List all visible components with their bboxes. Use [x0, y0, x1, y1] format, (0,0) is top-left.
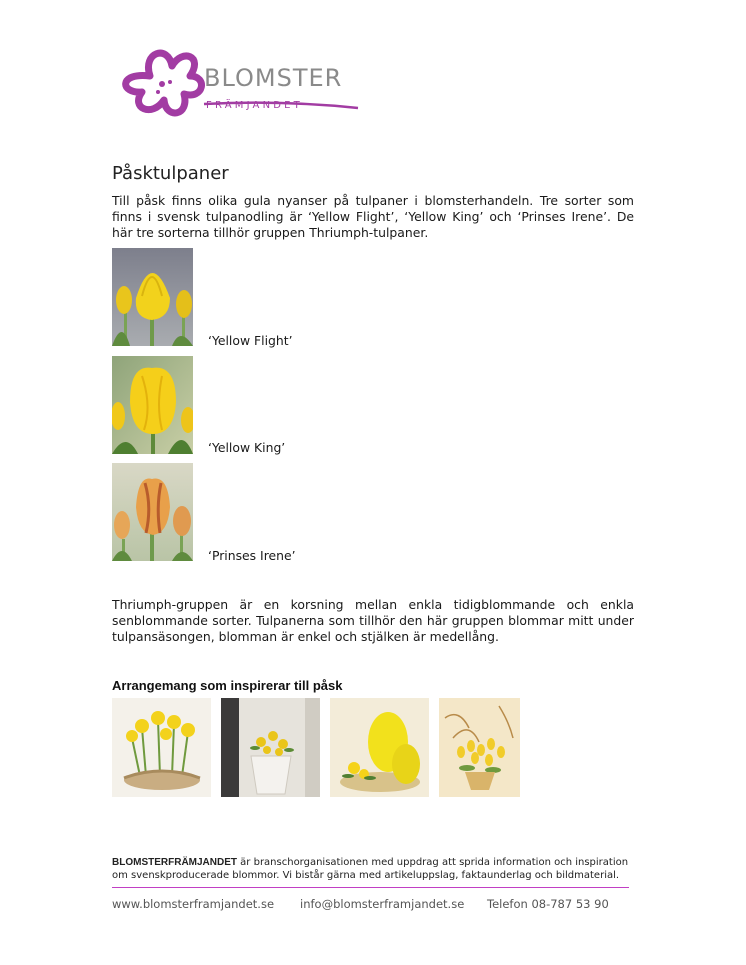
arrangement-photo-tulip-bouquet	[439, 698, 520, 797]
footer-website-link[interactable]: www.blomsterframjandet.se	[112, 897, 275, 911]
footer-phone: Telefon 08-787 53 90	[487, 897, 609, 911]
arrangements-heading: Arrangemang som inspirerar till påsk	[112, 678, 343, 693]
tulip-photo-yellow-king	[112, 356, 193, 454]
tulip-photo-prinses-irene	[112, 463, 193, 561]
arrangement-photo-bouquet-vase	[221, 698, 320, 797]
intro-paragraph: Till påsk finns olika gula nyanser på tulpaner i blomsterhandeln. Tre sorter som finns i svensk tulpanodling är ‘Yellow Flight’, ‘Yellow King’ och ‘Prinses Irene’. De här tre sorterna tillhör gruppen Thriumph-tulpaner.	[112, 193, 634, 240]
logo-name: BLOMSTER	[204, 64, 343, 92]
tulip-photo-yellow-flight	[112, 248, 193, 346]
footer-org: BLOMSTERFRÄMJANDET	[112, 857, 237, 868]
tulip-caption-prinses-irene: ‘Prinses Irene’	[208, 548, 296, 563]
footer-description	[112, 856, 642, 882]
footer-email-link[interactable]: info@blomsterframjandet.se	[300, 897, 465, 911]
page-title: Påsktulpaner	[112, 163, 229, 184]
footer-divider	[112, 887, 629, 888]
footer-text: är branschorganisationen med uppdrag att sprida information och inspiration om svenskproducerade blommor. Vi bistår gärna med artikeluppslag, faktaunderlag och bildmaterial.	[112, 857, 629, 881]
tulip-caption-yellow-king: ‘Yellow King’	[208, 440, 286, 455]
arrangement-photo-easter-eggs	[330, 698, 429, 797]
logo	[112, 42, 362, 128]
arrangement-photo-daffodil-basket	[112, 698, 211, 797]
logo-sub: FRÄMJANDET	[206, 100, 303, 111]
tulip-caption-yellow-flight: ‘Yellow Flight’	[208, 333, 293, 348]
body-paragraph: Thriumph-gruppen är en korsning mellan enkla tidigblommande och enkla senblommande sorter. Tulpanerna som tillhör den här gruppen blommar mitt under tulpansäsongen, blomman är enkel och stjälken är medellång.	[112, 597, 634, 644]
